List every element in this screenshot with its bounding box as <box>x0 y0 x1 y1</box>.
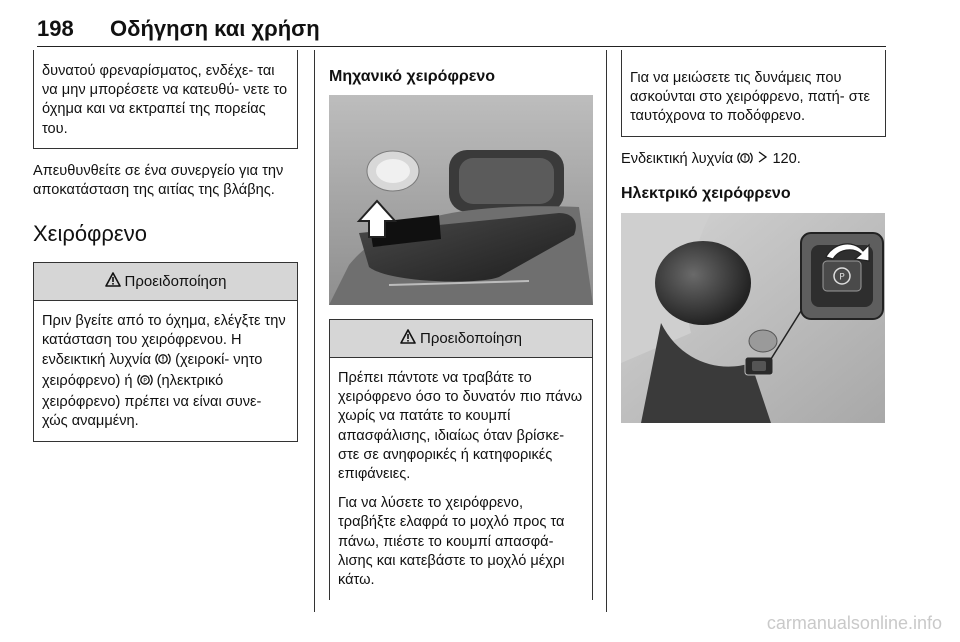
warning-text <box>42 312 289 431</box>
column-2 <box>329 50 593 600</box>
section-heading-handbrake: Χειρόφρενο <box>33 221 147 247</box>
page-header <box>37 12 886 47</box>
column-3 <box>621 50 886 423</box>
indicator-text: Ενδεικτική λυχνία <box>621 150 734 167</box>
svg-text:P: P <box>839 272 845 283</box>
indicator-paragraph <box>621 150 886 171</box>
electric-parking-brake-photo <box>621 213 885 423</box>
heading-mechanical-handbrake: Μηχανικό χειρόφρενο <box>329 68 496 85</box>
warning-header <box>34 263 297 301</box>
brake-warning-light-icon <box>737 151 753 171</box>
watermark: carmanualsonline.info <box>766 613 942 633</box>
electric-parking-brake-light-icon <box>137 373 153 393</box>
warning-title: Προειδοποίηση <box>124 273 227 291</box>
warning-box-2 <box>329 319 593 600</box>
warning-triangle-icon <box>105 272 121 291</box>
column-1 <box>33 50 298 442</box>
warning-text-part-3: (ηλεκτρικό χειρόφρενο) πρέπει να είναι συνε- χώς αναμμένη. <box>42 372 262 430</box>
page-title: Οδήγηση και χρήση <box>110 16 320 41</box>
svg-text:P: P <box>142 377 147 385</box>
mechanical-handbrake-photo <box>329 95 593 305</box>
warning-paragraph-release: Για να λύσετε το χειρόφρενο, τραβήξτε ελαφρά το μοχλό προς τα πάνω, πιέστε το κουμπί απασφά- λισης και κατεβάστε το μοχλό μέχρι κάτω. <box>338 495 565 589</box>
heading-electric-parking-brake: Ηλεκτρικό χειρόφρενο <box>621 184 791 202</box>
warning-body-2 <box>330 358 592 600</box>
page-reference-icon <box>757 151 772 167</box>
warning-header-2 <box>330 320 592 358</box>
indicator-page-ref[interactable]: 120. <box>772 150 801 167</box>
warning-body <box>34 301 297 441</box>
service-paragraph: Απευθυνθείτε σε ένα συνεργείο για την αποκατάσταση της αιτίας της βλάβης. <box>33 162 284 199</box>
warning-text-part-2: (χειροκί- νητο χειρόφρενο) ή <box>42 351 263 389</box>
column-divider-2 <box>606 50 607 612</box>
warning-paragraph-pull: Πρέπει πάντοτε να τραβάτε το χειρόφρενο όσο το δυνατόν πιο πάνω χωρίς να πατάτε το κουμπί απασφάλισης, ιδιαίως όταν βρίσκε- στε σε ανηφορικές ή κατηφορικές επιφάνειες. <box>338 370 583 483</box>
warning-title-2: Προειδοποίηση <box>420 330 522 347</box>
warning-box-1 <box>33 262 298 442</box>
continued-warning-box <box>33 50 298 149</box>
continued-warning-text-3: Για να μειώσετε τις δυνάμεις που ασκούνται στο χειρόφρενο, πατή- στε ταυτόχρονα το ποδόφρενο. <box>630 70 870 125</box>
continued-warning-box-3 <box>621 50 886 137</box>
warning-triangle-icon <box>400 329 416 348</box>
continued-warning-text: δυνατού φρεναρίσματος, ενδέχε- ται να μην μπορέσετε να κατευθύ- νετε το όχημα και να εκτραπεί της πορείας του. <box>42 63 288 137</box>
brake-warning-light-icon <box>155 352 171 372</box>
warning-text-part-1: Πριν βγείτε από το όχημα, ελέγξτε την κατάσταση του χειρόφρενου. Η ενδεικτική λυχνία <box>42 313 286 368</box>
page-number: 198 <box>37 16 74 41</box>
column-divider-1 <box>314 50 315 612</box>
